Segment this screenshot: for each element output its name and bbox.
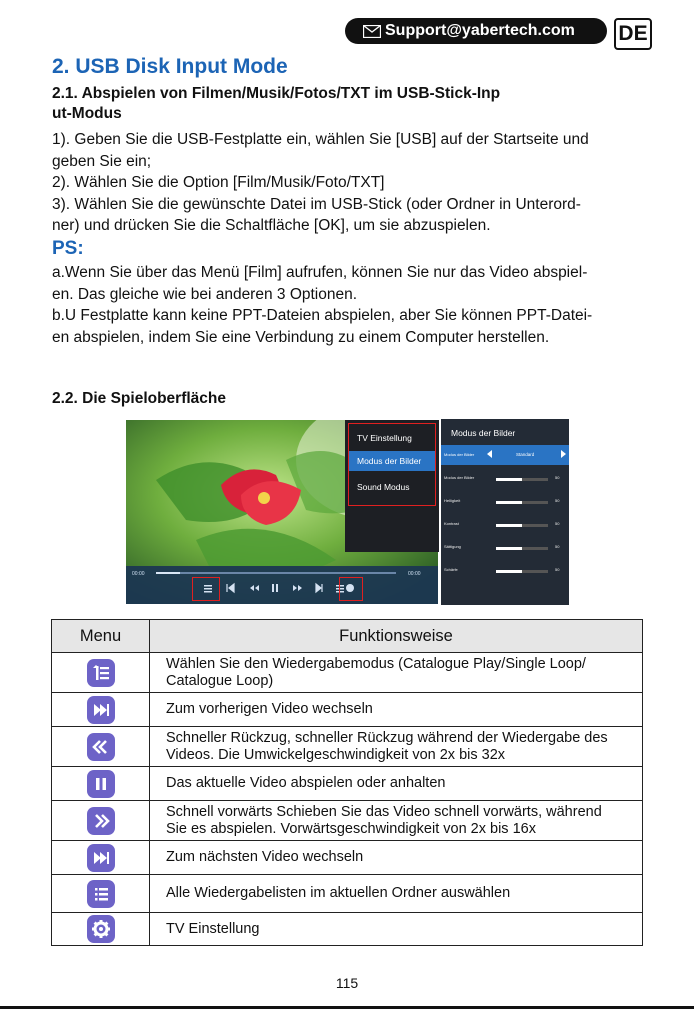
setting-label: Sättigung [444, 544, 461, 549]
playlist-icon [87, 880, 115, 908]
function-description: Zum vorherigen Video wechseln [150, 693, 643, 727]
picture-setting-row[interactable] [441, 519, 569, 533]
table-row [52, 913, 643, 946]
setting-slider[interactable] [496, 547, 548, 550]
page-number: 115 [335, 975, 359, 991]
setting-slider[interactable] [496, 570, 548, 573]
picture-setting-row[interactable] [441, 542, 569, 556]
icon-cell [52, 801, 150, 841]
table-row [52, 767, 643, 801]
interface-title: 2.2. Die Spieloberfläche [52, 390, 227, 407]
function-description: Schnell vorwärts Schieben Sie das Video schnell vorwärts, während Sie es abspielen. Vorwärtsgeschwindigkeit von 2x bis 16x [150, 801, 643, 841]
picture-mode-selector[interactable]: Modus der Bilder Standard [441, 445, 569, 465]
arrow-left-icon[interactable] [487, 450, 492, 458]
function-description: TV Einstellung [150, 913, 643, 946]
ps-paragraph [52, 262, 652, 348]
icon-cell [52, 653, 150, 693]
setting-value: 50 [555, 544, 560, 549]
function-description: Wählen Sie den Wiedergabemodus (Catalogue Play/Single Loop/ Catalogue Loop) [150, 653, 643, 693]
section-title: 2. USB Disk Input Mode [52, 55, 288, 78]
arrow-right-icon[interactable] [561, 450, 566, 458]
menu-item-picture-mode[interactable]: Modus der Bilder [349, 451, 435, 471]
rewind-icon [87, 733, 115, 761]
setting-label: Schärfe [444, 567, 458, 572]
icon-cell [52, 875, 150, 913]
function-description: Alle Wiedergabelisten im aktuellen Ordner auswählen [150, 875, 643, 913]
table-row [52, 727, 643, 767]
subsection-title: 2.1. Abspielen von Filmen/Musik/Fotos/TXT im USB-Stick-Inp ut-Modus [52, 85, 501, 122]
setting-value: 50 [555, 498, 560, 503]
picture-setting-row[interactable] [441, 496, 569, 510]
icon-cell [52, 767, 150, 801]
picture-panel-title: Modus der Bilder [451, 428, 516, 438]
function-description: Das aktuelle Video abspielen oder anhalten [150, 767, 643, 801]
picture-setting-row[interactable] [441, 473, 569, 487]
ps-line: a.Wenn Sie über das Menü [Film] aufrufen, können Sie nur das Video abspiel- [52, 264, 588, 281]
ps-line: en. Das gleiche wie bei anderen 3 Optionen. [52, 285, 358, 303]
svg-text:00:00: 00:00 [408, 571, 421, 577]
table-row [52, 653, 643, 693]
picture-setting-row[interactable] [441, 565, 569, 579]
pause-icon [87, 770, 115, 798]
step-line: 3). Wählen Sie die gewünschte Datei im USB-Stick (oder Ordner in Unterord- [52, 195, 581, 213]
steps-paragraph [52, 129, 652, 237]
table-row [52, 693, 643, 727]
fast-forward-icon [87, 807, 115, 835]
function-table [51, 619, 643, 946]
setting-label: Helligkeit [444, 498, 461, 503]
picture-mode-panel [441, 419, 569, 605]
step-line: 1). Geben Sie die USB-Festplatte ein, wählen Sie [USB] auf der Startseite und [52, 131, 589, 148]
ps-line: en abspielen, indem Sie eine Verbindung zu einem Computer herstellen. [52, 328, 550, 346]
setting-slider[interactable] [496, 501, 548, 504]
menu-item-sound-mode[interactable]: Sound Modus [357, 482, 410, 492]
icon-cell [52, 693, 150, 727]
setting-label: Kontrast [444, 521, 459, 526]
step-line: ner) und drücken Sie die Schaltfläche [OK], um sie abzuspielen. [52, 217, 491, 234]
tv-settings-menu [345, 420, 439, 552]
settings-gear-icon [87, 915, 115, 943]
skip-previous-icon [87, 696, 115, 724]
table-row [52, 841, 643, 875]
column-header-menu: Menu [52, 620, 150, 653]
function-description: Schneller Rückzug, schneller Rückzug während der Wiedergabe des Videos. Die Umwickelgeschwindigkeit von 2x bis 32x [150, 727, 643, 767]
table-row [52, 801, 643, 841]
ps-line: b.U Festplatte kann keine PPT-Dateien abspielen, aber Sie können PPT-Datei- [52, 307, 593, 324]
skip-next-icon [87, 844, 115, 872]
table-row [52, 875, 643, 913]
table-header-row [52, 620, 643, 653]
setting-label: Modus der Bilder [444, 475, 475, 480]
setting-slider[interactable] [496, 478, 548, 481]
settings-highlight [339, 577, 363, 601]
support-email-badge [345, 18, 607, 44]
column-header-function: Funktionsweise [150, 620, 643, 653]
envelope-icon [363, 25, 381, 38]
icon-cell [52, 841, 150, 875]
setting-value: 50 [555, 521, 560, 526]
support-email: Support@yabertech.com [385, 22, 575, 39]
icon-cell [52, 913, 150, 946]
setting-value: 50 [555, 475, 560, 480]
playlist-mode-icon [87, 659, 115, 687]
menu-item-tv-settings[interactable]: TV Einstellung [357, 433, 412, 443]
playlist-mode-highlight [192, 577, 220, 601]
setting-slider[interactable] [496, 524, 548, 527]
setting-value: 50 [555, 567, 560, 572]
step-line: geben Sie ein; [52, 152, 152, 170]
step-line: 2). Wählen Sie die Option [Film/Musik/Foto/TXT] [52, 174, 385, 191]
function-description: Zum nächsten Video wechseln [150, 841, 643, 875]
language-badge: DE [614, 18, 652, 50]
ps-label: PS: [52, 238, 84, 259]
icon-cell [52, 727, 150, 767]
svg-text:00:00: 00:00 [132, 571, 145, 577]
